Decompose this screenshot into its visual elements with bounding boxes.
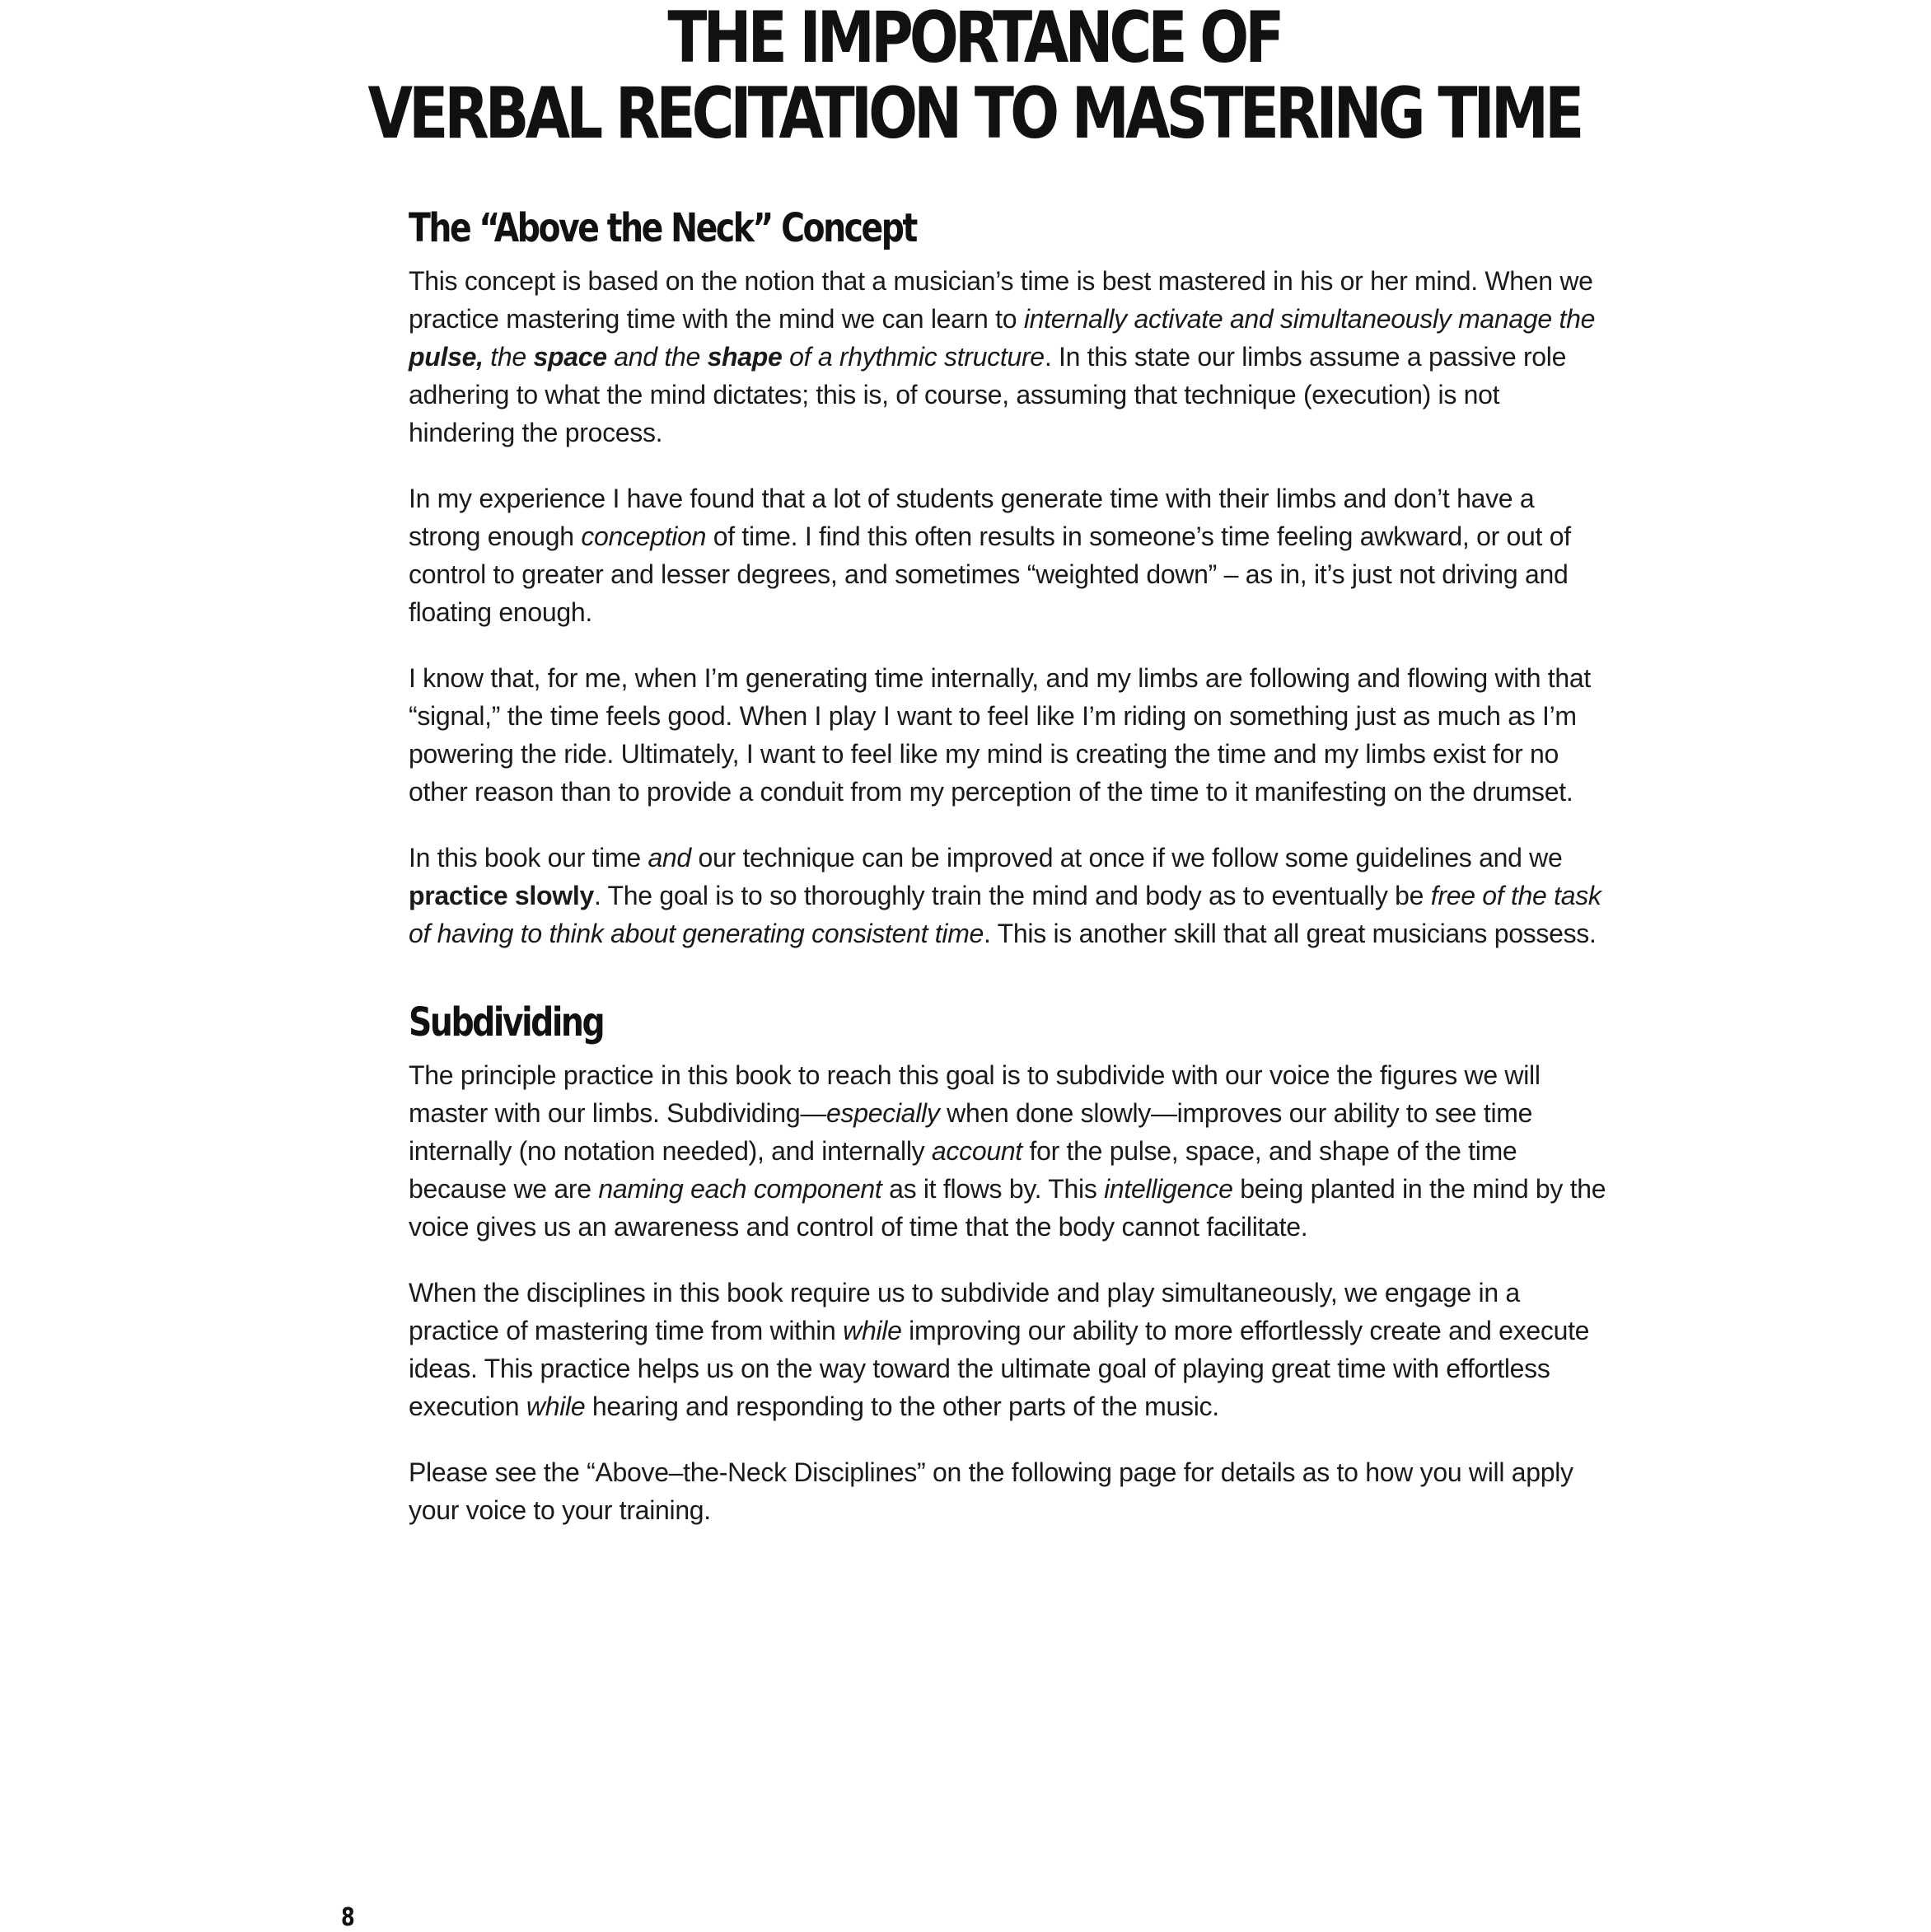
page-title <box>182 0 1765 155</box>
italic-text: and the <box>606 342 708 372</box>
text-run: The principle practice in this book to reach this goal is to subdivide with our voice the figures we will master with our limbs. Subdividing— <box>409 1060 1541 1128</box>
italic-wrapper <box>533 342 606 372</box>
paragraph <box>409 262 1611 451</box>
page-title-line-1: THE IMPORTANCE OF <box>667 0 1281 79</box>
italic-wrapper <box>708 342 783 372</box>
text-run: Please see the “Above–the-Neck Disciplines” on the following page for details as to how you will apply your voice to your training. <box>409 1457 1573 1525</box>
italic-wrapper <box>409 342 484 372</box>
text-run: In this book our time <box>409 843 648 872</box>
text-run: as it flows by. This <box>881 1174 1105 1204</box>
section-heading-above-the-neck: The “Above the Neck” Concept <box>409 205 916 251</box>
italic-text: of a rhythmic structure <box>782 342 1045 372</box>
paragraph <box>409 839 1611 952</box>
paragraph <box>409 659 1611 811</box>
italic-text: while <box>843 1316 902 1345</box>
section-body-above-the-neck <box>409 262 1611 952</box>
text-run: . In this state our limbs assume a passive role adhering to what the mind dictates; this is, of course, assuming that technique (execution) is not hindering the process. <box>409 342 1567 447</box>
italic-text: while <box>526 1392 586 1421</box>
paragraph <box>409 1274 1611 1425</box>
italic-text: conception <box>581 522 707 551</box>
text-run: In my experience I have found that a lot of students generate time with their limbs and don’t have a strong enough <box>409 484 1535 551</box>
text-run: of time. I find this often results in someone’s time feeling awkward, or out of control to greater and lesser degrees, and sometimes “weighted down” – as in, it’s just not driving and floating enough. <box>409 522 1571 627</box>
text-run: for the pulse, space, and shape of the time because we are <box>409 1136 1517 1204</box>
italic-text: naming each component <box>598 1174 882 1204</box>
text-run: I know that, for me, when I’m generating time internally, and my limbs are following and flowing with that “signal,” the time feels good. When I play I want to feel like I’m riding on something just as much as I’m powering the ride. Ultimately, I want to feel like my mind is creating the time and my limbs exist for no other reason than to provide a conduit from my perception of the time to it manifesting on the drumset. <box>409 663 1591 807</box>
text-run: When the disciplines in this book require us to subdivide and play simultaneously, we engage in a practice of mastering time from within <box>409 1278 1520 1345</box>
text-run: when done slowly—improves our ability to see time internally (no notation needed), and internally <box>409 1098 1533 1166</box>
text-run: This concept is based on the notion that a musician’s time is best mastered in his or her mind. When we practice mastering time with the mind we can learn to <box>409 266 1593 334</box>
paragraph <box>409 479 1611 631</box>
section-body-subdividing <box>409 1056 1611 1529</box>
page-title-line-2: VERBAL RECITATION TO MASTERING TIME <box>367 73 1581 155</box>
italic-text: and <box>648 843 691 872</box>
text-run: improving our ability to more effortlessly create and execute ideas. This practice helps us on the way toward the ultimate goal of playing great time with effortless execution <box>409 1316 1590 1421</box>
italic-text: intelligence <box>1104 1174 1233 1204</box>
section-heading-subdividing: Subdividing <box>409 999 604 1046</box>
paragraph <box>409 1453 1611 1529</box>
italic-text: the <box>483 342 534 372</box>
page-body <box>409 204 1611 1557</box>
italic-text: especially <box>826 1098 940 1128</box>
text-run: hearing and responding to the other parts of the music. <box>585 1392 1219 1421</box>
bold-italic-text: pulse, <box>409 342 484 372</box>
bold-text: practice slowly <box>409 881 594 910</box>
italic-text: free of the task of having to think about generating consistent time <box>409 881 1601 948</box>
bold-italic-text: space <box>533 342 607 372</box>
italic-text: internally activate and simultaneously manage the <box>1023 304 1596 334</box>
italic-text: account <box>931 1136 1022 1166</box>
text-run: . The goal is to so thoroughly train the mind and body as to eventually be <box>593 881 1431 910</box>
text-run: our technique can be improved at once if we follow some guidelines and we <box>690 843 1563 872</box>
text-run: being planted in the mind by the voice gives us an awareness and control of time that the body cannot facilitate. <box>409 1174 1606 1242</box>
text-run: . This is another skill that all great musicians possess. <box>984 919 1597 948</box>
paragraph <box>409 1056 1611 1246</box>
page-number: 8 <box>341 1903 355 1932</box>
bold-italic-text: shape <box>707 342 783 372</box>
